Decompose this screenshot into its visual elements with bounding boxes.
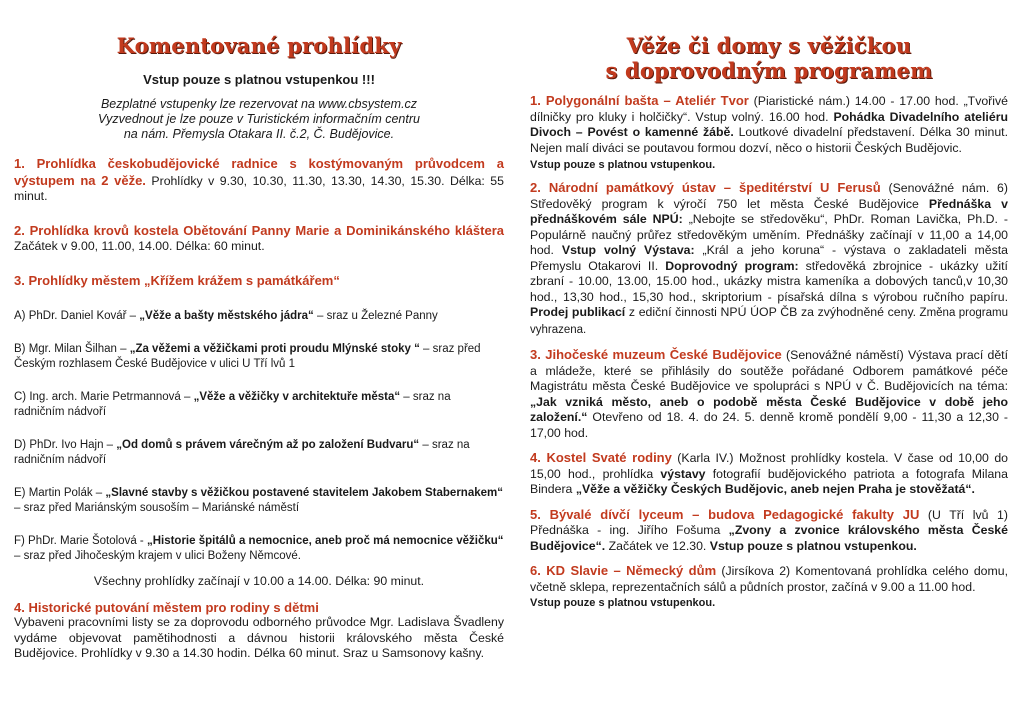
guide-f-name: F) PhDr. Marie Šotolová - [14, 535, 147, 547]
guide-f [14, 534, 504, 564]
left-column [14, 0, 504, 662]
guide-f-place: – sraz před Jihočeským krajem v ulici Boženy Němcové. [14, 550, 301, 562]
guide-c-place: – sraz na radničním nádvoří [14, 391, 451, 418]
guide-d [14, 438, 504, 468]
venue-4-place: (Karla IV.) [671, 451, 734, 465]
guide-d-place: – sraz na radničním nádvoří [14, 439, 470, 466]
intro-line-1: Bezplatné vstupenky lze rezervovat na www.cbsystem.cz [100, 97, 418, 111]
venue-1-bold-1: Pohádka Divadelního ateliéru Divoch – Povést o kamenné žábě. [530, 109, 1008, 139]
tour-2-text: Začátek v 9.00, 11.00, 14.00. Délka: 60 minut. [14, 239, 265, 253]
guide-c [14, 390, 504, 420]
venue-1-ticket-note: Vstup pouze s platnou vstupenkou. [530, 159, 716, 171]
venue-4-heading: 4. Kostel Svaté rodiny [530, 450, 672, 465]
tour-4-text: Vybaveni pracovními listy se za doprovodu odborného průvodce Mgr. Ladislava Švadleny vydáme objevovat pamětihodnosti a dávnou historii královského města České Budějovice. Prohlídky v 9.30 a 14.30 hodin. Délka 60 minut. Sraz u Samsonovy kašny. [14, 615, 504, 660]
guide-b-place: – sraz před Českým rozhlasem České Budějovice v ulici U Tří lvů 1 [14, 343, 481, 370]
venue-1 [530, 93, 1008, 171]
venue-2-text-5: z ediční činnosti NPÚ ÚOP ČB za zvýhodněné ceny. [625, 305, 917, 319]
venue-4-bold-1: výstavy [660, 466, 706, 481]
venue-2-change-note: Změna programu vyhrazena. [530, 307, 1008, 336]
venue-3-text-2: Otevřeno od 18. 4. do 24. 5. denně kromě pondělí 9,00 - 11,30 a 12,30 - 17,00 hod. [530, 410, 1008, 440]
right-column [530, 0, 1008, 609]
venue-2 [530, 180, 1008, 338]
guide-e-name: E) Martin Polák – [14, 487, 106, 499]
venue-5-bold-1: „Zvony a zvonice královského města České Budějovice“. [530, 523, 1008, 553]
venue-5-text-2: Začátek ve 12.30. [605, 538, 710, 553]
reservation-intro [14, 97, 504, 142]
venue-2-text-1: Středověký program k výročí 750 let města České Budějovice [530, 196, 929, 211]
guide-b [14, 342, 504, 372]
venue-1-place: (Piaristické nám.) 14.00 - 17.00 hod. [748, 94, 959, 108]
venue-5-place: (U Tří lvů 1) [919, 507, 1008, 522]
venue-2-heading: 2. Národní památkový ústav – špeditérství U Ferusů [530, 180, 881, 195]
guide-a-place: – sraz u Železné Panny [313, 310, 438, 322]
venue-2-text-4: středověká zbrojnice - ukázky užití zbraní - 10.00, 13.00, 15.00 hod., ukázky mistra kameníka a dobových tanců,v 10,30 hod., 13,30 hod., 15,30 hod., skriptorium - písařská dílna s výrobou ručního papíru. [530, 258, 1008, 304]
tour-2 [14, 223, 504, 255]
guide-f-topic: „Historie špitálů a nemocnice, aneb proč má nemocnice věžičku“ [146, 535, 504, 547]
intro-line-3: na nám. Přemysla Otakara II. č.2, Č. Budějovice. [123, 127, 395, 141]
tour-1-heading: 1. Prohlídka českobudějovické radnice s kostýmovaným průvodcem a výstupem na 2 věže. [14, 156, 504, 188]
guide-b-topic: „Za věžemi a věžičkami proti proudu Mlýnské stoky “ [129, 343, 420, 355]
guide-c-name: C) Ing. arch. Marie Petrmannová – [14, 391, 194, 403]
venue-1-text-1: „Tvořivé dílničky pro kluky i holčičky“. Vstup volný. 16.00 hod. [530, 94, 1008, 124]
intro-line-2: Vyzvednout je lze pouze v Turistickém informačním centru [98, 112, 420, 126]
venue-2-text-3: „Král a jeho koruna“ - výstava o zakladateli města Přemyslu Otakarovi II. [530, 243, 1008, 273]
venue-5-text-1: Přednáška - ing. Jiřího Fošuma [530, 523, 729, 537]
venue-6-place: (Jirsíkova 2) [716, 564, 791, 578]
venue-6-ticket-note: Vstup pouze s platnou vstupenkou. [530, 597, 716, 609]
guide-e-place: – sraz před Mariánským sousoším – Mariánské náměstí [14, 502, 300, 514]
guide-c-topic: „Věže a věžičky v architektuře města“ [193, 391, 401, 403]
guide-a-name: A) PhDr. Daniel Kovář – [14, 310, 140, 322]
venue-2-bold-1: Přednáška v přednáškovém sále NPÚ: [530, 196, 1009, 226]
venue-2-bold-2: Vstup volný Výstava: [561, 243, 695, 257]
guide-d-topic: „Od domů s právem várečným až po založení Budvaru“ [116, 439, 420, 451]
venue-1-heading: 1. Polygonální bašta – Ateliér Tvor [530, 93, 749, 108]
guide-a [14, 309, 504, 324]
tour-4 [14, 600, 504, 662]
venue-4-text-1: Možnost prohlídky kostela. V čase od 10,00 do 15,00 hod., prohlídka [530, 451, 1009, 481]
venue-4-bold-2: „Věže a věžičky Českých Budějovic, aneb nejen Praha je stověžatá“. [575, 482, 975, 496]
venue-6 [530, 563, 1008, 609]
venue-3-heading: 3. Jihočeské muzeum České Budějovice [530, 347, 782, 362]
venue-4-text-2: fotografií budějovického patriota a fotografa Milana Bindera [530, 466, 1008, 496]
guides-list [14, 309, 504, 564]
right-title [530, 33, 1008, 83]
tour-4-heading: 4. Historické putování městem pro rodiny s dětmi [14, 600, 319, 615]
right-title-line-1: Věže či domy s věžičkou [626, 33, 912, 58]
venue-2-place: (Senovážné nám. 6) [880, 181, 1008, 195]
tour-1-text: Prohlídky v 9.30, 10.30, 11.30, 13.30, 14.30, 15.30. Délka: 55 minut. [14, 173, 504, 203]
all-tours-start: Všechny prohlídky začínají v 10.00 a 14.00. Délka: 90 minut. [93, 574, 425, 588]
venue-6-text-1: Komentovaná prohlídka celého domu, včetně sklepa, reprezentačních sálů a půdních prostor, začíná v 9.00 a 11.00 hod. [530, 564, 1008, 594]
venue-5-bold-2: Vstup pouze s platnou vstupenkou. [709, 538, 917, 553]
tour-3 [14, 273, 504, 290]
venue-4 [530, 450, 1008, 498]
guide-a-topic: „Věže a bašty městského jádra“ [139, 310, 314, 322]
guide-e [14, 486, 504, 516]
guide-b-name: B) Mgr. Milan Šilhan – [14, 343, 130, 355]
venue-5-heading: 5. Bývalé dívčí lyceum – budova Pedagogické fakulty JU [530, 506, 920, 522]
guide-d-name: D) PhDr. Ivo Hajn – [14, 439, 117, 451]
ticket-notice: Vstup pouze s platnou vstupenkou !!! [143, 72, 375, 87]
venue-3 [530, 347, 1008, 441]
right-title-line-2: s doprovodným programem [605, 58, 933, 83]
venue-6-heading: 6. KD Slavie – Německý dům [530, 563, 717, 578]
venue-2-bold-4: Prodej publikací [530, 305, 626, 319]
left-title: Komentované prohlídky [116, 33, 402, 58]
venue-5 [530, 507, 1008, 555]
venue-2-bold-3: Doprovodný program: [665, 258, 799, 273]
venue-3-text-1: Výstava prací dětí a mládeže, které se přihlásily do soutěže pořádané Odborem památkové péče Magistrátu města České Budějovice ve spolupráci s NPÚ v Č. Budějovicích na téma: [530, 348, 1008, 393]
tour-1 [14, 156, 504, 205]
guide-e-topic: „Slavné stavby s věžičkou postavené stavitelem Jakobem Stabernakem“ [105, 487, 503, 499]
venue-3-place: (Senovážné náměstí) [781, 348, 904, 362]
venue-3-bold-1: „Jak vzniká město, aneb o podobě města České Budějovice v době jeho založení.“ [530, 394, 1008, 424]
venue-1-text-2: Loutkové divadelní představení. Délka 30 minut. Nejen malí diváci se poutavou formou dozví, něco o historii Českých Budějovic. [530, 125, 1008, 155]
venue-2-text-2: „Nebojte se středověku“, PhDr. Roman Lavička, Ph.D. - Populárně naučný průřez středověkým uměním. Přednášky začínají v 11,00 a 14,00 hod. [530, 212, 1008, 257]
tour-2-heading: 2. Prohlídka krovů kostela Obětování Panny Marie a Dominikánského kláštera [14, 222, 504, 238]
tour-3-heading: 3. Prohlídky městem „Křížem krážem s památkářem“ [14, 272, 340, 288]
